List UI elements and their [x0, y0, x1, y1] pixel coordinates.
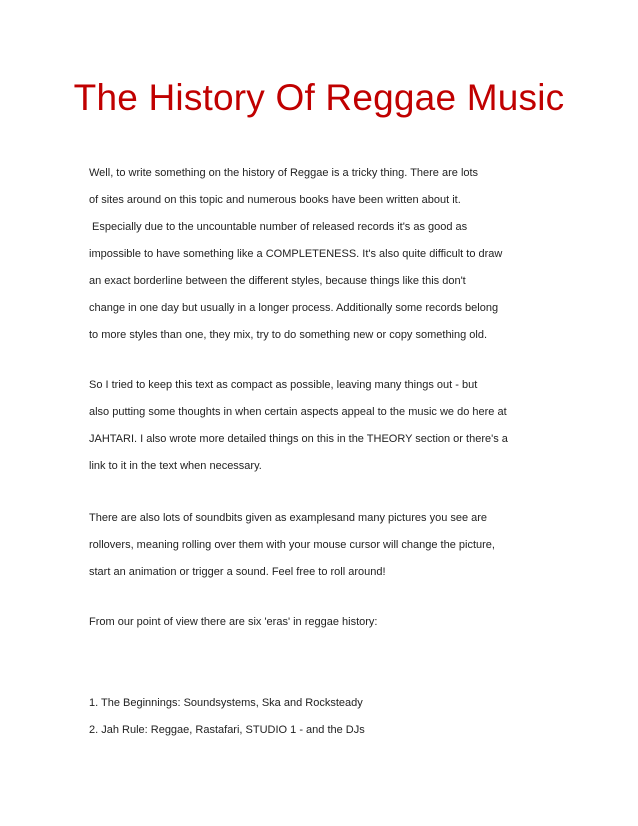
paragraph-1-line: of sites around on this topic and numerous books have been written about it. [89, 194, 461, 206]
era-list-item: 2. Jah Rule: Reggae, Rastafari, STUDIO 1 - and the DJs [89, 724, 365, 736]
era-list-item: 1. The Beginnings: Soundsystems, Ska and Rocksteady [89, 697, 363, 709]
page-title: The History Of Reggae Music [73, 77, 565, 118]
paragraph-1-line: Especially due to the uncountable number of released records it's as good as [89, 221, 468, 233]
paragraph-2-line: link to it in the text when necessary. [89, 460, 262, 472]
paragraph-2-line: So I tried to keep this text as compact as possible, leaving many things out - but [89, 379, 478, 391]
paragraph-1-line: change in one day but usually in a longer process. Additionally some records belong [89, 302, 499, 314]
paragraph-3-line: There are also lots of soundbits given as examplesand many pictures you see are [89, 512, 488, 524]
paragraph-1-line: to more styles than one, they mix, try to do something new or copy something old. [89, 329, 488, 341]
paragraph-3-line: start an animation or trigger a sound. Feel free to roll around! [89, 566, 386, 578]
paragraph-3-line: rollovers, meaning rolling over them with your mouse cursor will change the picture, [89, 539, 495, 551]
paragraph-4-line: From our point of view there are six 'eras' in reggae history: [89, 616, 378, 628]
paragraph-1-line: an exact borderline between the different styles, because things like this don't [89, 275, 466, 287]
paragraph-2-line: JAHTARI. I also wrote more detailed things on this in the THEORY section or there's a [89, 433, 508, 445]
paragraph-1-line: Well, to write something on the history of Reggae is a tricky thing. There are lots [89, 167, 479, 179]
paragraph-1-line: impossible to have something like a COMPLETENESS. It's also quite difficult to draw [89, 248, 503, 260]
paragraph-2-line: also putting some thoughts in when certain aspects appeal to the music we do here at [89, 406, 507, 418]
